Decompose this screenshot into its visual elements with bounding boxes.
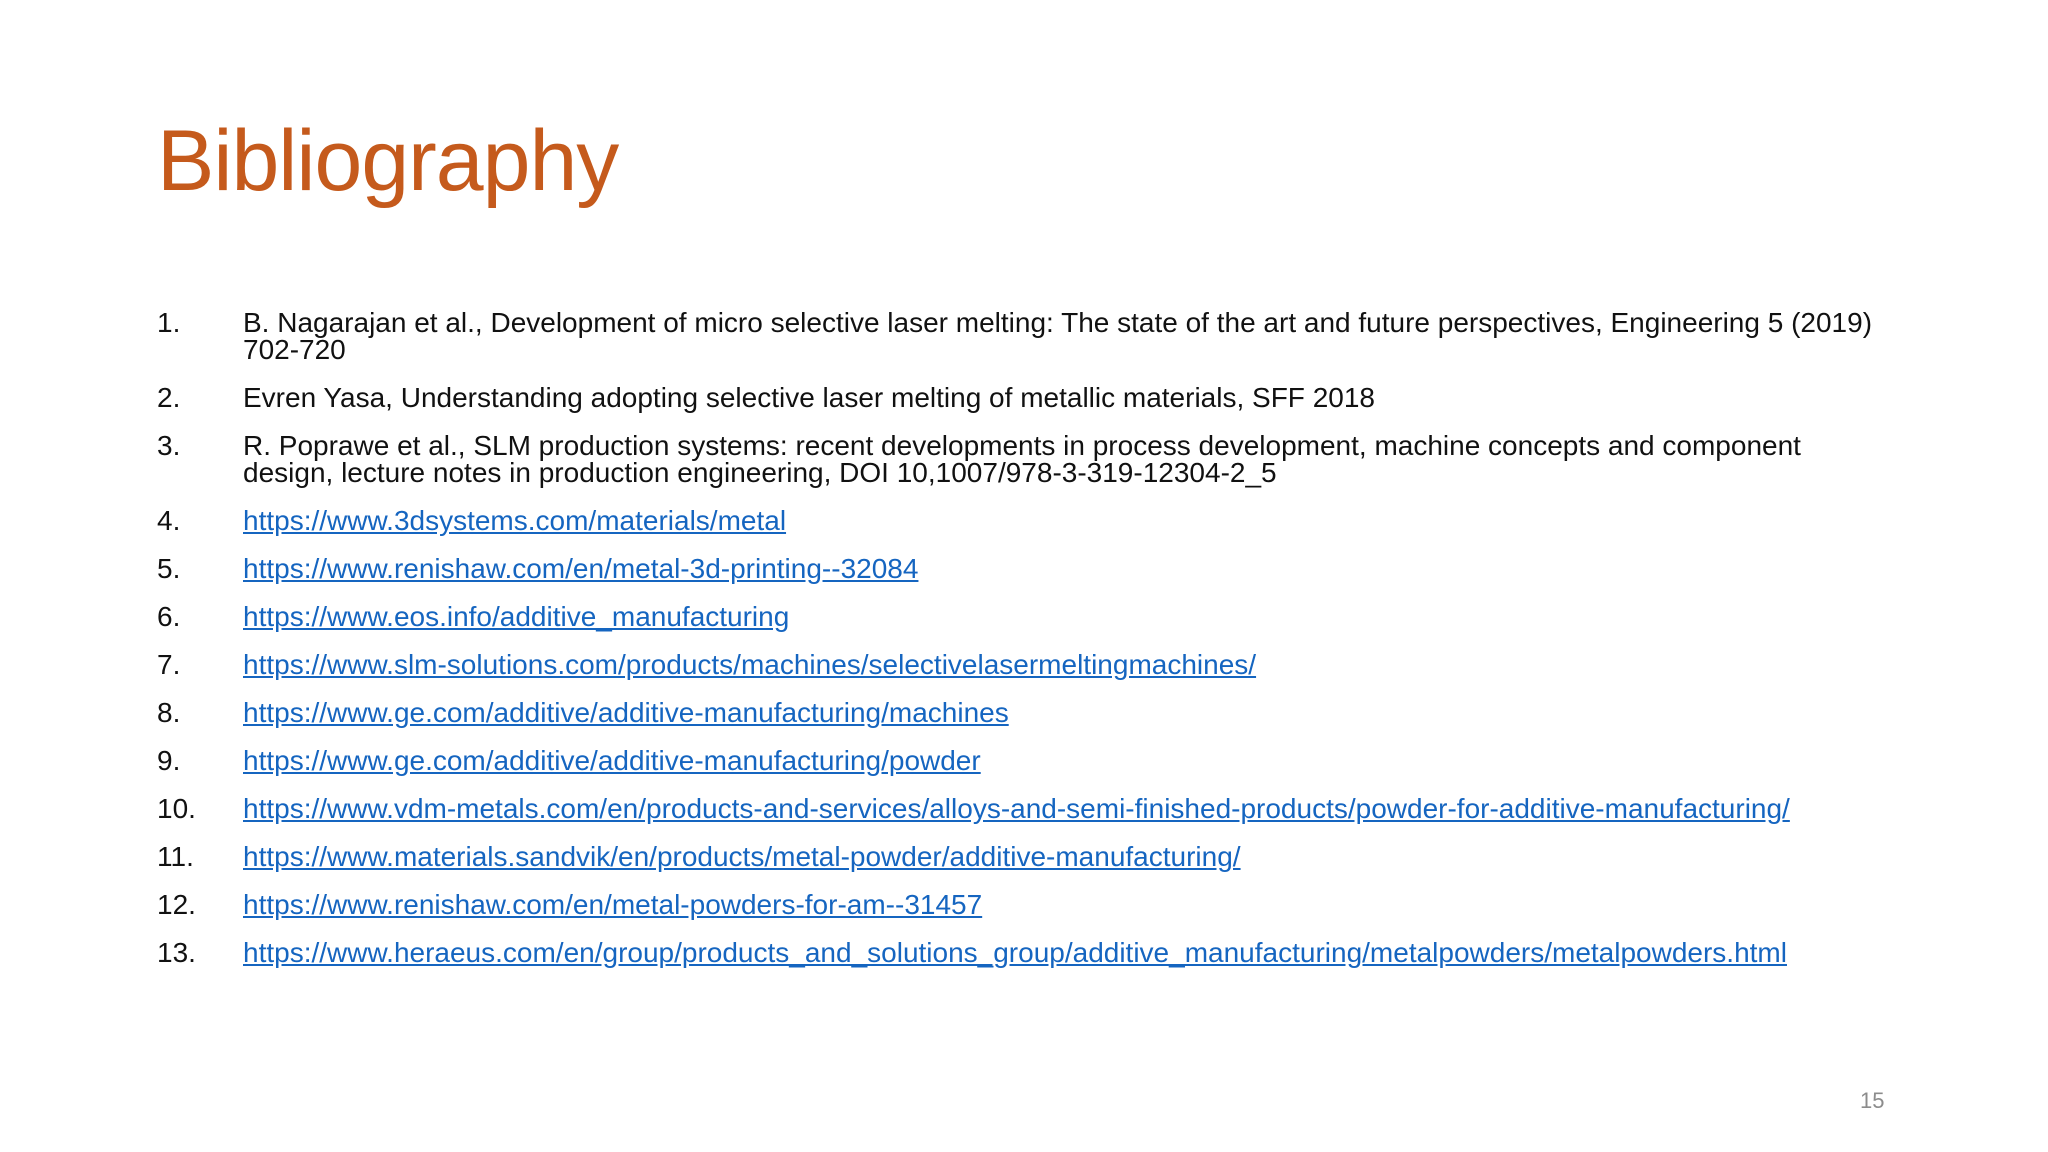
reference-number: 1. <box>157 307 181 338</box>
reference-link[interactable]: https://www.ge.com/additive/additive-manufacturing/machines <box>243 697 1009 728</box>
reference-number: 10. <box>157 793 196 824</box>
reference-number: 2. <box>157 382 181 413</box>
reference-number: 11. <box>157 841 194 872</box>
slide-title: Bibliography <box>157 113 619 209</box>
reference-link[interactable]: https://www.eos.info/additive_manufacturing <box>243 601 790 632</box>
reference-link[interactable]: https://www.heraeus.com/en/group/products_and_solutions_group/additive_manufacturing/metalpowders/metalpowders.html <box>243 937 1787 968</box>
reference-item <box>157 795 1897 822</box>
reference-link[interactable]: https://www.slm-solutions.com/products/machines/selectivelasermeltingmachines/ <box>243 649 1257 680</box>
reference-item <box>157 939 1897 966</box>
reference-link[interactable]: https://www.renishaw.com/en/metal-powders-for-am--31457 <box>243 889 983 920</box>
reference-item <box>157 699 1897 726</box>
reference-text: Evren Yasa, Understanding adopting selective laser melting of metallic materials, SFF 2018 <box>243 382 1375 413</box>
reference-link[interactable]: https://www.vdm-metals.com/en/products-and-services/alloys-and-semi-finished-products/powder-for-additive-manufacturing/ <box>243 793 1790 824</box>
page-number: 15 <box>1860 1088 1885 1113</box>
reference-number: 5. <box>157 553 181 584</box>
reference-number: 9. <box>157 745 181 776</box>
reference-item <box>157 384 1897 411</box>
reference-link[interactable]: https://www.renishaw.com/en/metal-3d-printing--32084 <box>243 553 919 584</box>
reference-link[interactable]: https://www.materials.sandvik/en/products/metal-powder/additive-manufacturing/ <box>243 841 1241 872</box>
reference-list <box>157 309 1897 987</box>
reference-item <box>157 891 1897 918</box>
reference-item <box>157 651 1897 678</box>
reference-link[interactable]: https://www.3dsystems.com/materials/metal <box>243 505 787 536</box>
reference-item <box>157 309 1897 363</box>
reference-item <box>157 747 1897 774</box>
reference-number: 8. <box>157 697 181 728</box>
reference-item <box>157 507 1897 534</box>
reference-item <box>157 432 1897 486</box>
reference-link[interactable]: https://www.ge.com/additive/additive-manufacturing/powder <box>243 745 981 776</box>
reference-text: R. Poprawe et al., SLM production systems: recent developments in process development, machine concepts and component design, lecture notes in production engineering, DOI 10,1007/978-3-319-12304-2_5 <box>243 430 1801 488</box>
reference-number: 12. <box>157 889 196 920</box>
reference-item <box>157 555 1897 582</box>
reference-text: B. Nagarajan et al., Development of micro selective laser melting: The state of the art and future perspectives, Engineering 5 (2019) 702-720 <box>243 307 1873 365</box>
reference-number: 13. <box>157 937 196 968</box>
reference-number: 4. <box>157 505 181 536</box>
reference-item <box>157 843 1897 870</box>
reference-number: 7. <box>157 649 181 680</box>
reference-number: 6. <box>157 601 181 632</box>
reference-item <box>157 603 1897 630</box>
reference-number: 3. <box>157 430 181 461</box>
